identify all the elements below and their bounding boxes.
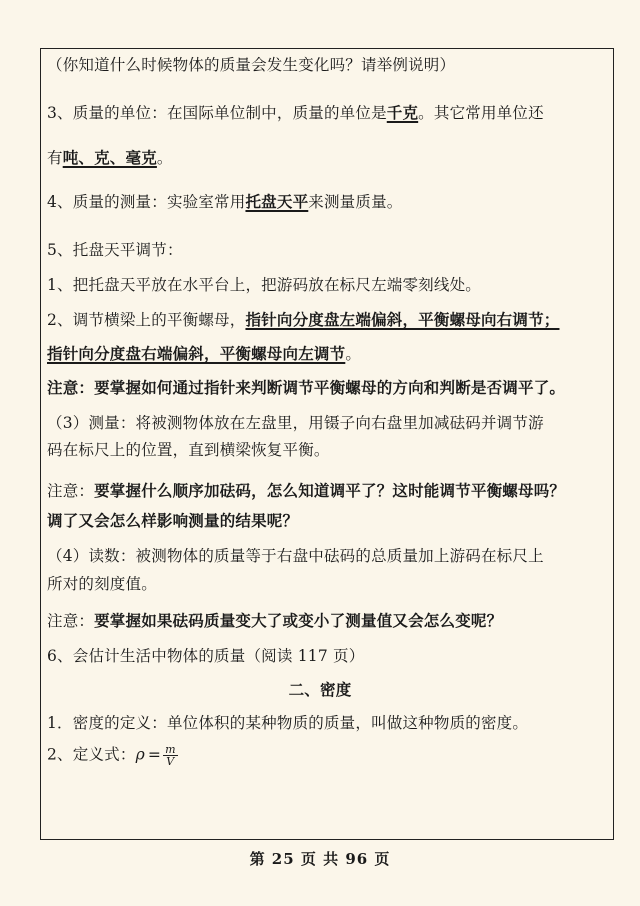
formula-equals: = xyxy=(147,745,162,764)
text-line-step-2 xyxy=(47,310,559,330)
text-line-balance-adjust xyxy=(47,240,183,260)
key-rule-left: 指针向分度盘左端偏斜，平衡螺母向右调节； xyxy=(245,310,560,329)
text-span: 1、把托盘天平放在水平台上，把游码放在标尺左端零刻线处。 xyxy=(47,276,481,294)
text-line-measure xyxy=(47,192,402,212)
text-span: 。其它常用单位还 xyxy=(418,104,544,122)
text-span: （你知道什么时候物体的质量会发生变化吗？请举例说明） xyxy=(47,56,456,74)
text-line-step-1 xyxy=(47,275,481,295)
note-text: 要掌握什么顺序加砝码，怎么知道调平了？这时能调节平衡螺母吗？ xyxy=(94,481,566,500)
note-text: 调了又会怎么样影响测量的结果呢？ xyxy=(47,511,299,530)
note-text: 要掌握如果砝码质量变大了或变小了测量值又会怎么变呢？ xyxy=(94,611,503,630)
text-span: 来测量质量。 xyxy=(308,193,403,211)
text-span: 5、托盘天平调节： xyxy=(47,241,183,259)
text-span: 。 xyxy=(345,345,362,363)
key-term-balance: 托盘天平 xyxy=(245,192,309,211)
text-span: 1．密度的定义：单位体积的某种物质的质量，叫做这种物质的密度。 xyxy=(47,714,529,732)
key-term-units: 吨、克、毫克 xyxy=(62,148,157,167)
text-span: 有 xyxy=(47,149,63,167)
text-span: 3、质量的单位：在国际单位制中，质量的单位是 xyxy=(47,104,387,122)
text-line-measure-3-cont xyxy=(47,440,330,460)
text-line-reading-cont xyxy=(47,574,157,594)
text-span: 注意： xyxy=(47,612,95,630)
section-heading-density xyxy=(0,680,640,700)
text-span: （3）测量：将被测物体放在左盘里，用镊子向右盘里加减砝码并调节游 xyxy=(47,414,544,432)
text-line-step-2-cont xyxy=(47,344,361,364)
text-span: 。 xyxy=(156,149,173,167)
text-span: 所对的刻度值。 xyxy=(47,575,157,593)
text-line-unit xyxy=(47,103,544,123)
note-line-3 xyxy=(47,611,502,631)
note-text: 注意：要掌握如何通过指针来判断调节平衡螺母的方向和判断是否调平了。 xyxy=(47,378,566,397)
text-line-reading xyxy=(47,546,544,566)
formula-denominator: V xyxy=(166,755,175,768)
text-line-other-units xyxy=(47,148,173,168)
text-line-measure-3 xyxy=(47,413,544,433)
text-span: 2、定义式： xyxy=(47,745,136,764)
note-line-2-cont xyxy=(47,511,298,531)
note-line-1 xyxy=(47,378,565,398)
text-span: 码在标尺上的位置，直到横梁恢复平衡。 xyxy=(47,441,330,459)
text-span: 注意： xyxy=(47,482,95,500)
text-line-formula xyxy=(47,744,178,767)
text-line-density-def xyxy=(47,713,528,733)
text-span: 2、调节横梁上的平衡螺母， xyxy=(47,311,246,329)
key-term-kilogram: 千克 xyxy=(386,103,419,122)
note-line-2 xyxy=(47,481,565,501)
formula-numerator: m xyxy=(165,743,176,756)
formula-rho: ρ xyxy=(135,745,145,764)
key-rule-right: 指针向分度盘右端偏斜，平衡螺母向左调节 xyxy=(47,344,346,363)
text-span: 4、质量的测量：实验室常用 xyxy=(47,193,246,211)
page-footer: 第 25 页 共 96 页 xyxy=(249,850,391,868)
text-span: 6、会估计生活中物体的质量（阅读 117 页） xyxy=(47,647,365,665)
text-line-question xyxy=(47,55,455,75)
formula-fraction xyxy=(163,744,178,767)
heading-text: 二、密度 xyxy=(288,680,352,699)
text-line-estimate xyxy=(47,646,364,666)
text-span: （4）读数：被测物体的质量等于右盘中砝码的总质量加上游码在标尺上 xyxy=(47,547,544,565)
